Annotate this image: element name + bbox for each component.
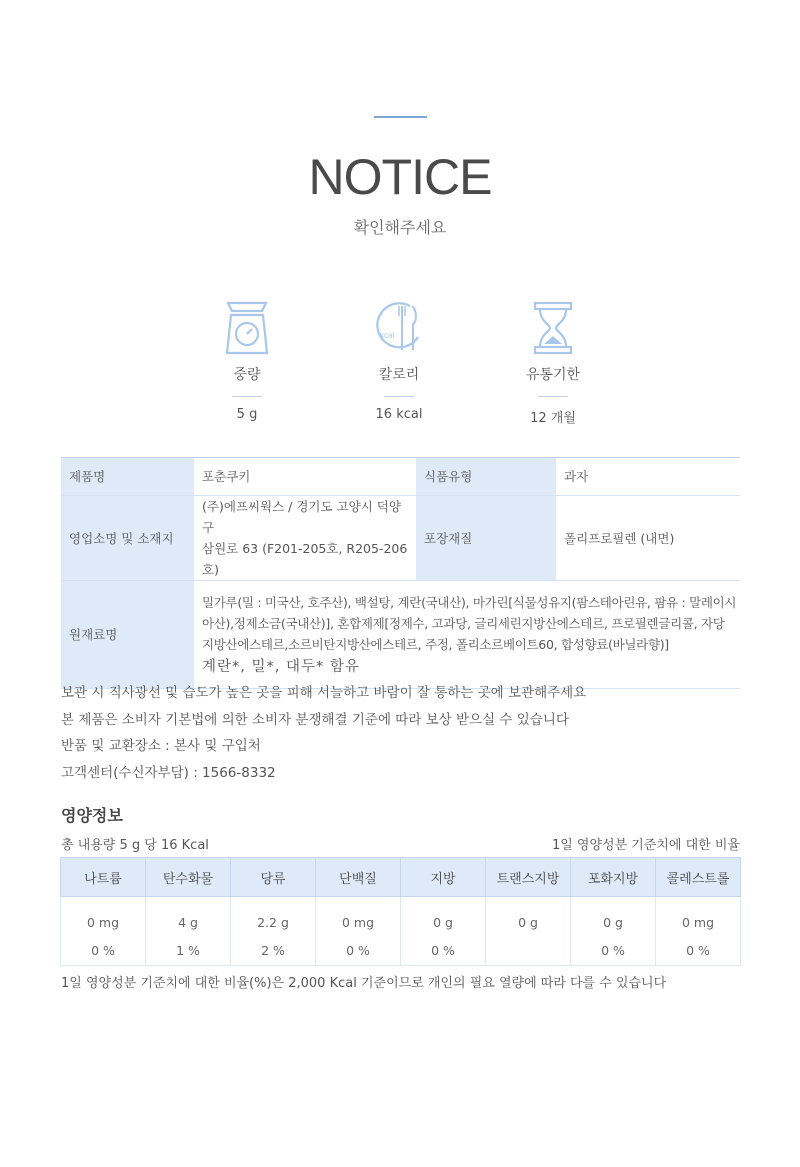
spec-divider [232, 396, 262, 397]
percent: 0 % [601, 943, 625, 958]
column-header: 당류 [231, 858, 316, 897]
percent: 2 % [261, 943, 285, 958]
spec-label: 유통기한 [525, 367, 581, 383]
spec-calories [339, 300, 459, 422]
table-header-row [61, 858, 741, 897]
spec-divider [384, 396, 414, 397]
accent-line [374, 116, 427, 118]
ingredients-line: 밀가루(밀 : 미국산, 호주산), 백설탕, 계란(국내산), 마가린[식물성유지(팜스테아린유, 팜유 : 말레이시 [202, 594, 737, 610]
column-header: 나트륨 [61, 858, 146, 897]
spec-value: 5 g [236, 407, 258, 422]
notice-item: 보관 시 직사광선 및 습도가 높은 곳을 피해 서늘하고 바람이 잘 통하는 곳에 보관해주세요 [61, 685, 587, 701]
notice-item: 반품 및 교환장소 : 본사 및 구입처 [61, 738, 261, 755]
percent: 1 % [176, 943, 200, 958]
page-title: NOTICE [308, 149, 492, 205]
svg-text:kcal: kcal [380, 331, 395, 340]
business-line: (주)에프씨웍스 / 경기도 고양시 덕양구 [202, 499, 401, 535]
column-header: 탄수화물 [146, 858, 231, 897]
food-type: 과자 [556, 458, 740, 496]
amount: 2.2 g [257, 915, 289, 930]
percent: 0 % [91, 943, 115, 958]
spec-value: 12 개월 [530, 411, 576, 426]
nutrient-cell [401, 897, 486, 966]
spec-label: 중량 [233, 367, 261, 383]
allergen-notice: 계란*, 밀*, 대두* 함유 [202, 658, 360, 675]
amount: 0 mg [86, 915, 120, 930]
nutrient-cell [146, 897, 231, 966]
table-row [61, 897, 741, 966]
nutrition-title: 영양정보 [61, 806, 123, 825]
nutrition-table [60, 857, 741, 966]
notice-item: 본 제품은 소비자 기본법에 의한 소비자 분쟁해결 기준에 따라 보상 받으실 수 있습니다 [61, 711, 569, 728]
amount: 0 g [518, 915, 538, 930]
ingredients-line: 지방산에스테르,소르비탄지방산에스테르, 주정, 폴리소르베이트60, 합성향료(바닐라향)] [202, 636, 669, 652]
food-type-label: 식품유형 [416, 458, 556, 496]
table-row [61, 458, 740, 496]
nutrient-cell [571, 897, 656, 966]
hourglass-icon [528, 300, 578, 356]
nutrition-footnote: 1일 영양성분 기준치에 대한 비율(%)은 2,000 Kcal 기준이므로 개인의 필요 열량에 따라 다를 수 있습니다 [61, 976, 667, 991]
scale-icon [222, 300, 272, 356]
nutrition-ratio-label: 1일 영양성분 기준치에 대한 비율 [551, 838, 740, 853]
business-label: 영업소명 및 소재지 [61, 496, 194, 581]
nutrition-total: 총 내용량 5 g 당 16 Kcal [61, 838, 209, 853]
nutrient-cell [316, 897, 401, 966]
spec-label: 칼로리 [378, 367, 420, 383]
product-name-label: 제품명 [61, 458, 194, 496]
notice-list [61, 680, 741, 786]
nutrient-cell [486, 897, 571, 966]
ingredients [194, 581, 740, 689]
spec-divider [538, 396, 568, 397]
spec-value: 16 kcal [375, 407, 423, 422]
spec-expiry [493, 300, 613, 426]
page-subtitle: 확인해주세요 [353, 218, 447, 237]
product-info-table [61, 457, 740, 689]
spec-summary [0, 300, 800, 430]
business-address [194, 496, 416, 581]
column-header: 단백질 [316, 858, 401, 897]
product-name: 포춘쿠키 [194, 458, 416, 496]
column-header: 지방 [401, 858, 486, 897]
amount: 0 mg [681, 915, 715, 930]
column-header: 트랜스지방 [486, 858, 571, 897]
amount: 0 g [603, 915, 623, 930]
ingredients-label: 원재료명 [61, 581, 194, 689]
amount: 0 mg [341, 915, 375, 930]
packaging: 폴리프로필렌 (내면) [556, 496, 740, 581]
ingredients-line: 아산),정제소금(국내산)], 혼합제제[정제수, 고과당, 글리세린지방산에스테르, 프로필렌글리콜, 자당 [202, 615, 725, 631]
amount: 0 g [433, 915, 453, 930]
spec-weight [187, 300, 307, 422]
nutrient-cell [231, 897, 316, 966]
column-header: 콜레스트롤 [656, 858, 741, 897]
amount: 4 g [178, 915, 198, 930]
nutrient-cell [61, 897, 146, 966]
column-header: 포화지방 [571, 858, 656, 897]
business-line: 삼원로 63 (F201-205호, R205-206호) [202, 541, 408, 577]
notice-item: 고객센터(수신자부담) : 1566-8332 [61, 764, 276, 781]
kcal-plate-icon [374, 300, 424, 356]
percent: 0 % [431, 943, 455, 958]
percent: 0 % [686, 943, 710, 958]
table-row [61, 496, 740, 581]
table-row [61, 581, 740, 689]
packaging-label: 포장재질 [416, 496, 556, 581]
percent: 0 % [346, 943, 370, 958]
nutrient-cell [656, 897, 741, 966]
